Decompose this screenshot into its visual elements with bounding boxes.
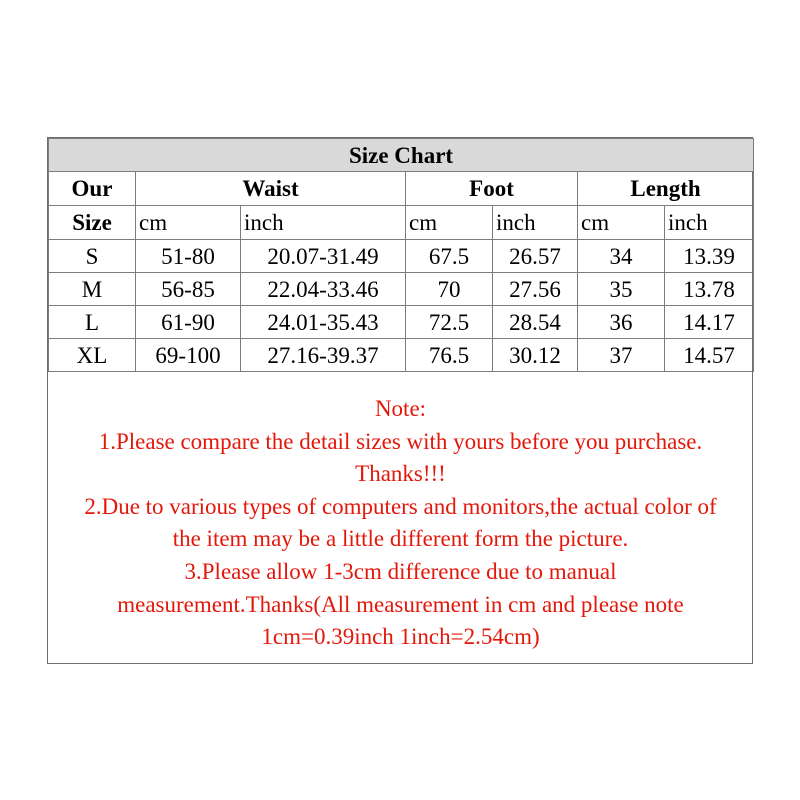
notes-section: [48, 373, 753, 663]
title-row: [49, 139, 754, 172]
length-cm-cell: 36: [578, 306, 665, 339]
note-line: 1cm=0.39inch 1inch=2.54cm): [261, 624, 540, 650]
table-row: [49, 306, 754, 339]
note-line: 3.Please allow 1-3cm difference due to manual: [184, 558, 617, 584]
foot-cm-cell: 76.5: [406, 339, 493, 372]
note-line: measurement.Thanks(All measurement in cm and please note: [117, 591, 684, 617]
waist-inch-unit: inch: [241, 206, 406, 240]
waist-inch-cell: 24.01-35.43: [241, 306, 406, 339]
waist-cm-cell: 51-80: [136, 240, 241, 273]
size-cell: L: [49, 306, 136, 339]
waist-cm-cell: 61-90: [136, 306, 241, 339]
length-cm-cell: 35: [578, 273, 665, 306]
waist-header: Waist: [136, 172, 406, 206]
note-line: Thanks!!!: [355, 461, 446, 487]
length-inch-cell: 13.78: [665, 273, 754, 306]
waist-inch-cell: 20.07-31.49: [241, 240, 406, 273]
waist-cm-cell: 56-85: [136, 273, 241, 306]
foot-inch-cell: 30.12: [493, 339, 578, 372]
length-inch-cell: 13.39: [665, 240, 754, 273]
note-line: 1.Please compare the detail sizes with yours before you purchase.: [98, 428, 703, 454]
note-line: 2.Due to various types of computers and monitors,the actual color of: [84, 493, 717, 519]
size-cell: M: [49, 273, 136, 306]
length-inch-cell: 14.17: [665, 306, 754, 339]
size-cell: S: [49, 240, 136, 273]
foot-cm-cell: 67.5: [406, 240, 493, 273]
size-column-header-line2: Size: [49, 206, 136, 240]
length-inch-cell: 14.57: [665, 339, 754, 372]
foot-inch-cell: 28.54: [493, 306, 578, 339]
length-cm-cell: 37: [578, 339, 665, 372]
waist-cm-unit: cm: [136, 206, 241, 240]
foot-inch-cell: 27.56: [493, 273, 578, 306]
note-line: the item may be a little different form the picture.: [172, 526, 629, 552]
length-header: Length: [578, 172, 754, 206]
note-heading: Note:: [374, 396, 427, 421]
table-row: [49, 273, 754, 306]
unit-header-row: [49, 206, 754, 240]
length-cm-unit: cm: [578, 206, 665, 240]
waist-inch-cell: 27.16-39.37: [241, 339, 406, 372]
foot-inch-cell: 26.57: [493, 240, 578, 273]
foot-cm-unit: cm: [406, 206, 493, 240]
foot-inch-unit: inch: [493, 206, 578, 240]
foot-header: Foot: [406, 172, 578, 206]
size-column-header-line1: Our: [49, 172, 136, 206]
waist-inch-cell: 22.04-33.46: [241, 273, 406, 306]
length-cm-cell: 34: [578, 240, 665, 273]
foot-cm-cell: 72.5: [406, 306, 493, 339]
size-table: [48, 138, 754, 372]
group-header-row: [49, 172, 754, 206]
size-cell: XL: [49, 339, 136, 372]
table-title: Size Chart: [49, 139, 754, 172]
length-inch-unit: inch: [665, 206, 754, 240]
size-chart: [47, 137, 753, 664]
foot-cm-cell: 70: [406, 273, 493, 306]
table-row: [49, 339, 754, 372]
table-row: [49, 240, 754, 273]
waist-cm-cell: 69-100: [136, 339, 241, 372]
